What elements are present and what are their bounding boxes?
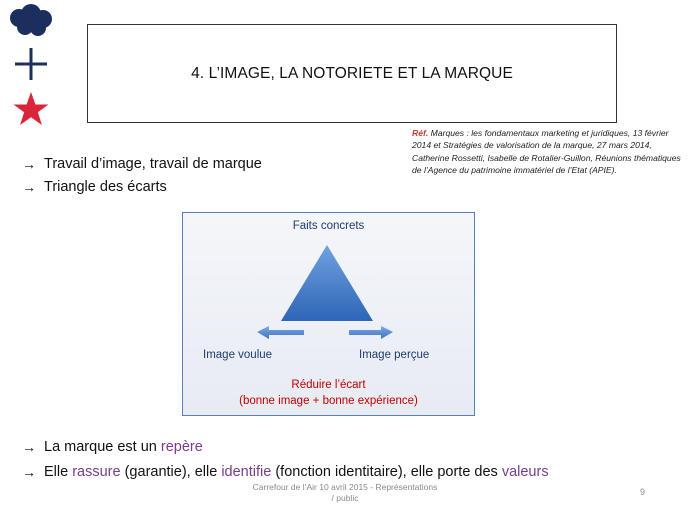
right-arrow-icon xyxy=(349,326,393,339)
plus-icon xyxy=(15,48,47,80)
bullet-text: Triangle des écarts xyxy=(44,178,167,195)
cloud-icon xyxy=(10,4,52,36)
bullet-text-part: (fonction identitaire), elle porte des xyxy=(271,463,502,480)
arrow-icon: → xyxy=(22,178,36,195)
star-icon xyxy=(14,92,49,125)
left-label: Image voulue xyxy=(203,349,273,361)
bullet-item xyxy=(22,175,262,198)
bullet-text xyxy=(44,439,203,455)
arrow-icon: → xyxy=(22,155,36,172)
footer-line: Carrefour de l’Air 10 avril 2015 - Représentations xyxy=(252,482,438,492)
highlight-word: rassure xyxy=(72,463,121,480)
right-label: Image perçue xyxy=(359,349,430,361)
bullet-text-part: La marque est un xyxy=(44,438,161,455)
reference-text: Marques : les fondamentaux marketing et juridiques, 13 février 2014 et Stratégies de valorisation de la marque, 27 mars 2014, Catherine Rossetti, Isabelle de Rotalier-Guillon, Réunions thématiques de l’Agence du patrimoine immatériel de l’Etat (APIE). xyxy=(412,128,681,176)
slide-title: 4. L’IMAGE, LA NOTORIETE ET LA MARQUE xyxy=(191,64,513,82)
highlight-word: valeurs xyxy=(501,463,549,480)
triangle xyxy=(281,245,373,321)
highlight-word: repère xyxy=(160,438,203,455)
top-label: Faits concrets xyxy=(292,220,365,232)
bullet-item xyxy=(22,459,549,484)
logo xyxy=(6,4,56,134)
arrow-icon: → xyxy=(22,463,36,480)
reference-note xyxy=(412,127,684,177)
bullet-text-part: Elle xyxy=(44,463,73,480)
bullet-text xyxy=(44,464,549,480)
bullet-list-bottom xyxy=(22,434,549,484)
page-number: 9 xyxy=(640,487,646,497)
footer-line: / public xyxy=(331,493,359,503)
bullet-item xyxy=(22,434,549,459)
reduce-gap-text: Réduire l’écart xyxy=(291,379,366,391)
triangle-diagram xyxy=(182,212,475,416)
bullet-item xyxy=(22,152,262,175)
arrow-icon: → xyxy=(22,438,36,455)
bullet-text-part: (garantie), elle xyxy=(120,463,222,480)
footer xyxy=(230,482,460,504)
reduce-gap-detail: (bonne image + bonne expérience) xyxy=(239,395,418,407)
reference-label: Réf. xyxy=(412,128,429,138)
left-arrow-icon xyxy=(257,326,304,339)
title-box xyxy=(87,24,617,123)
bullet-list-top xyxy=(22,152,262,198)
bullet-text: Travail d’image, travail de marque xyxy=(44,155,262,172)
highlight-word: identifie xyxy=(221,463,272,480)
